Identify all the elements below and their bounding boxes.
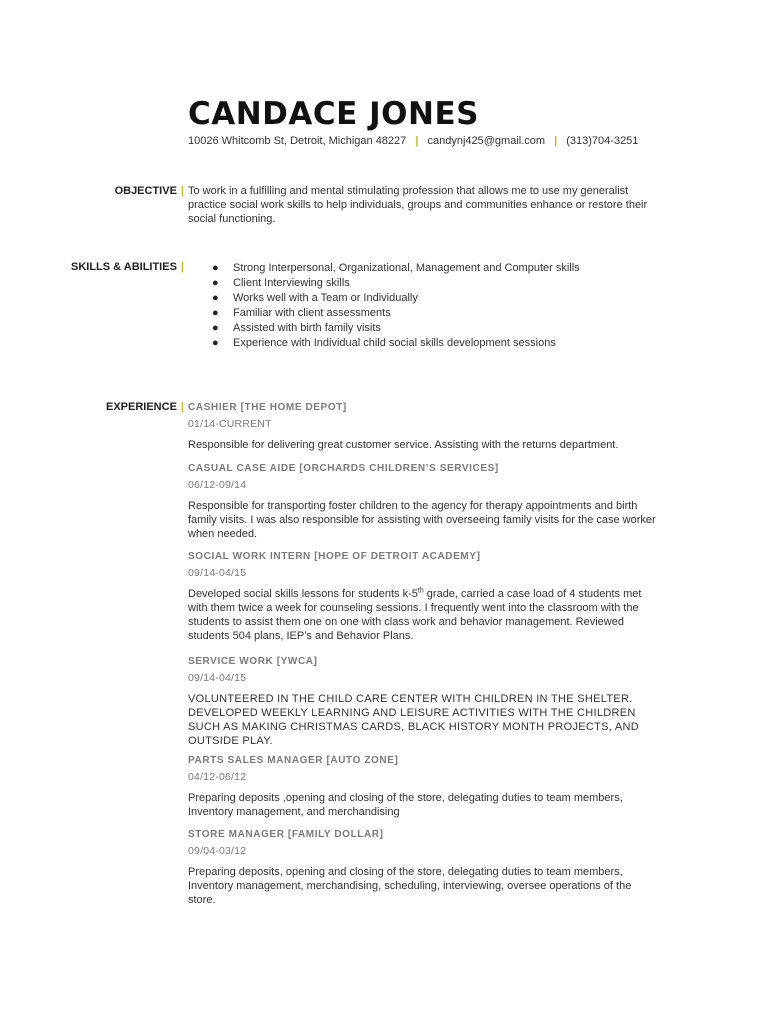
contact-separator: | bbox=[554, 135, 558, 147]
bullet-icon: ● bbox=[212, 262, 219, 274]
skill-text: Assisted with birth family visits bbox=[233, 322, 381, 334]
job-description bbox=[188, 587, 658, 643]
bullet-icon: ● bbox=[212, 307, 219, 319]
job-title: STORE MANAGER [FAMILY DOLLAR] bbox=[188, 829, 384, 840]
job-title: SOCIAL WORK INTERN [HOPE OF DETROIT ACADEMY] bbox=[188, 551, 481, 562]
skill-text: Works well with a Team or Individually bbox=[233, 292, 418, 304]
skill-item bbox=[188, 261, 658, 276]
section-divider: | bbox=[180, 401, 184, 413]
skill-item bbox=[188, 306, 658, 321]
objective-label bbox=[115, 184, 184, 198]
bullet-icon: ● bbox=[212, 292, 219, 304]
contact-phone: (313)704-3251 bbox=[566, 135, 639, 147]
skill-text: Experience with Individual child social skills development sessions bbox=[233, 337, 556, 349]
section-divider: | bbox=[180, 261, 184, 273]
skills-label bbox=[71, 260, 184, 274]
job-title: CASHIER [THE HOME DEPOT] bbox=[188, 402, 347, 413]
job-description-part: Developed social skills lessons for students k-5 bbox=[188, 588, 418, 600]
contact-email: candynj425@gmail.com bbox=[427, 135, 546, 147]
job-dates: 09/14-04/15 bbox=[188, 672, 247, 684]
objective-text: To work in a fulfilling and mental stimulating profession that allows me to use my generalist practice social work skills to help individuals, groups and communities enhance or restore their social functioning. bbox=[188, 185, 648, 225]
job-dates: 09/14-04/15 bbox=[188, 567, 247, 579]
experience-label-text: EXPERIENCE bbox=[106, 401, 177, 413]
contact-line bbox=[188, 134, 638, 148]
job-title: CASUAL CASE AIDE [ORCHARDS CHILDREN’S SERVICES] bbox=[188, 463, 499, 474]
job-dates: 01/14-CURRENT bbox=[188, 418, 272, 430]
job-title: SERVICE WORK [YWCA] bbox=[188, 656, 318, 667]
job-description: Preparing deposits ,opening and closing of the store, delegating duties to team members, Inventory management, and merchandising bbox=[188, 792, 623, 818]
skill-item bbox=[188, 336, 658, 351]
experience-entry bbox=[188, 550, 658, 643]
skills-list bbox=[188, 261, 658, 351]
job-dates: 09/04-03/12 bbox=[188, 845, 247, 857]
resume-name: CANDACE JONES bbox=[188, 96, 479, 132]
objective-label-text: OBJECTIVE bbox=[114, 185, 177, 197]
contact-separator: | bbox=[415, 135, 419, 147]
skill-text: Strong Interpersonal, Organizational, Management and Computer skills bbox=[233, 262, 580, 274]
job-description: VOLUNTEERED IN THE CHILD CARE CENTER WITH CHILDREN IN THE SHELTER. DEVELOPED WEEKLY LEARNING AND LEISURE ACTIVITIES WITH THE CHILDREN SUCH AS MAKING CHRISTMAS CARDS, BLACK HISTORY MONTH PROJECTS, AND OUTSIDE PLAY. bbox=[188, 693, 640, 747]
experience-entry bbox=[188, 401, 658, 452]
bullet-icon: ● bbox=[212, 337, 219, 349]
bullet-icon: ● bbox=[212, 277, 219, 289]
job-title: PARTS SALES MANAGER [AUTO ZONE] bbox=[188, 755, 399, 766]
job-description: Responsible for delivering great customer service. Assisting with the returns department. bbox=[188, 439, 619, 451]
experience-entry bbox=[188, 754, 658, 819]
experience-entry bbox=[188, 655, 658, 748]
experience-entry bbox=[188, 828, 658, 907]
experience-entry bbox=[188, 462, 658, 541]
skill-item bbox=[188, 276, 658, 291]
job-description-part: grade, carried a case load of 4 students met with them twice a week for counseling sessions. I frequently went into the classroom with the students to assist them one on one with class work and behavior management. Reviewed students 504 plans, IEP’s and Behavior Plans. bbox=[188, 588, 642, 642]
bullet-icon: ● bbox=[212, 322, 219, 334]
job-dates: 04/12-06/12 bbox=[188, 771, 247, 783]
ordinal-suffix: th bbox=[417, 587, 424, 595]
skills-label-text: SKILLS & ABILITIES bbox=[70, 261, 177, 273]
section-divider: | bbox=[180, 185, 184, 197]
job-description: Preparing deposits, opening and closing of the store, delegating duties to team members, Inventory management, merchandising, scheduling, interviewing, oversee operations of the store. bbox=[188, 866, 632, 906]
contact-address: 10026 Whitcomb St, Detroit, Michigan 48227 bbox=[188, 135, 407, 147]
job-description: Responsible for transporting foster children to the agency for therapy appointments and birth family visits. I was also responsible for assisting with overseeing family visits for the case worker when needed. bbox=[188, 500, 656, 540]
skill-text: Client Interviewing skills bbox=[233, 277, 350, 289]
experience-label bbox=[106, 400, 184, 414]
skill-text: Familiar with client assessments bbox=[233, 307, 391, 319]
job-dates: 06/12-09/14 bbox=[188, 479, 247, 491]
skill-item bbox=[188, 291, 658, 306]
skill-item bbox=[188, 321, 658, 336]
